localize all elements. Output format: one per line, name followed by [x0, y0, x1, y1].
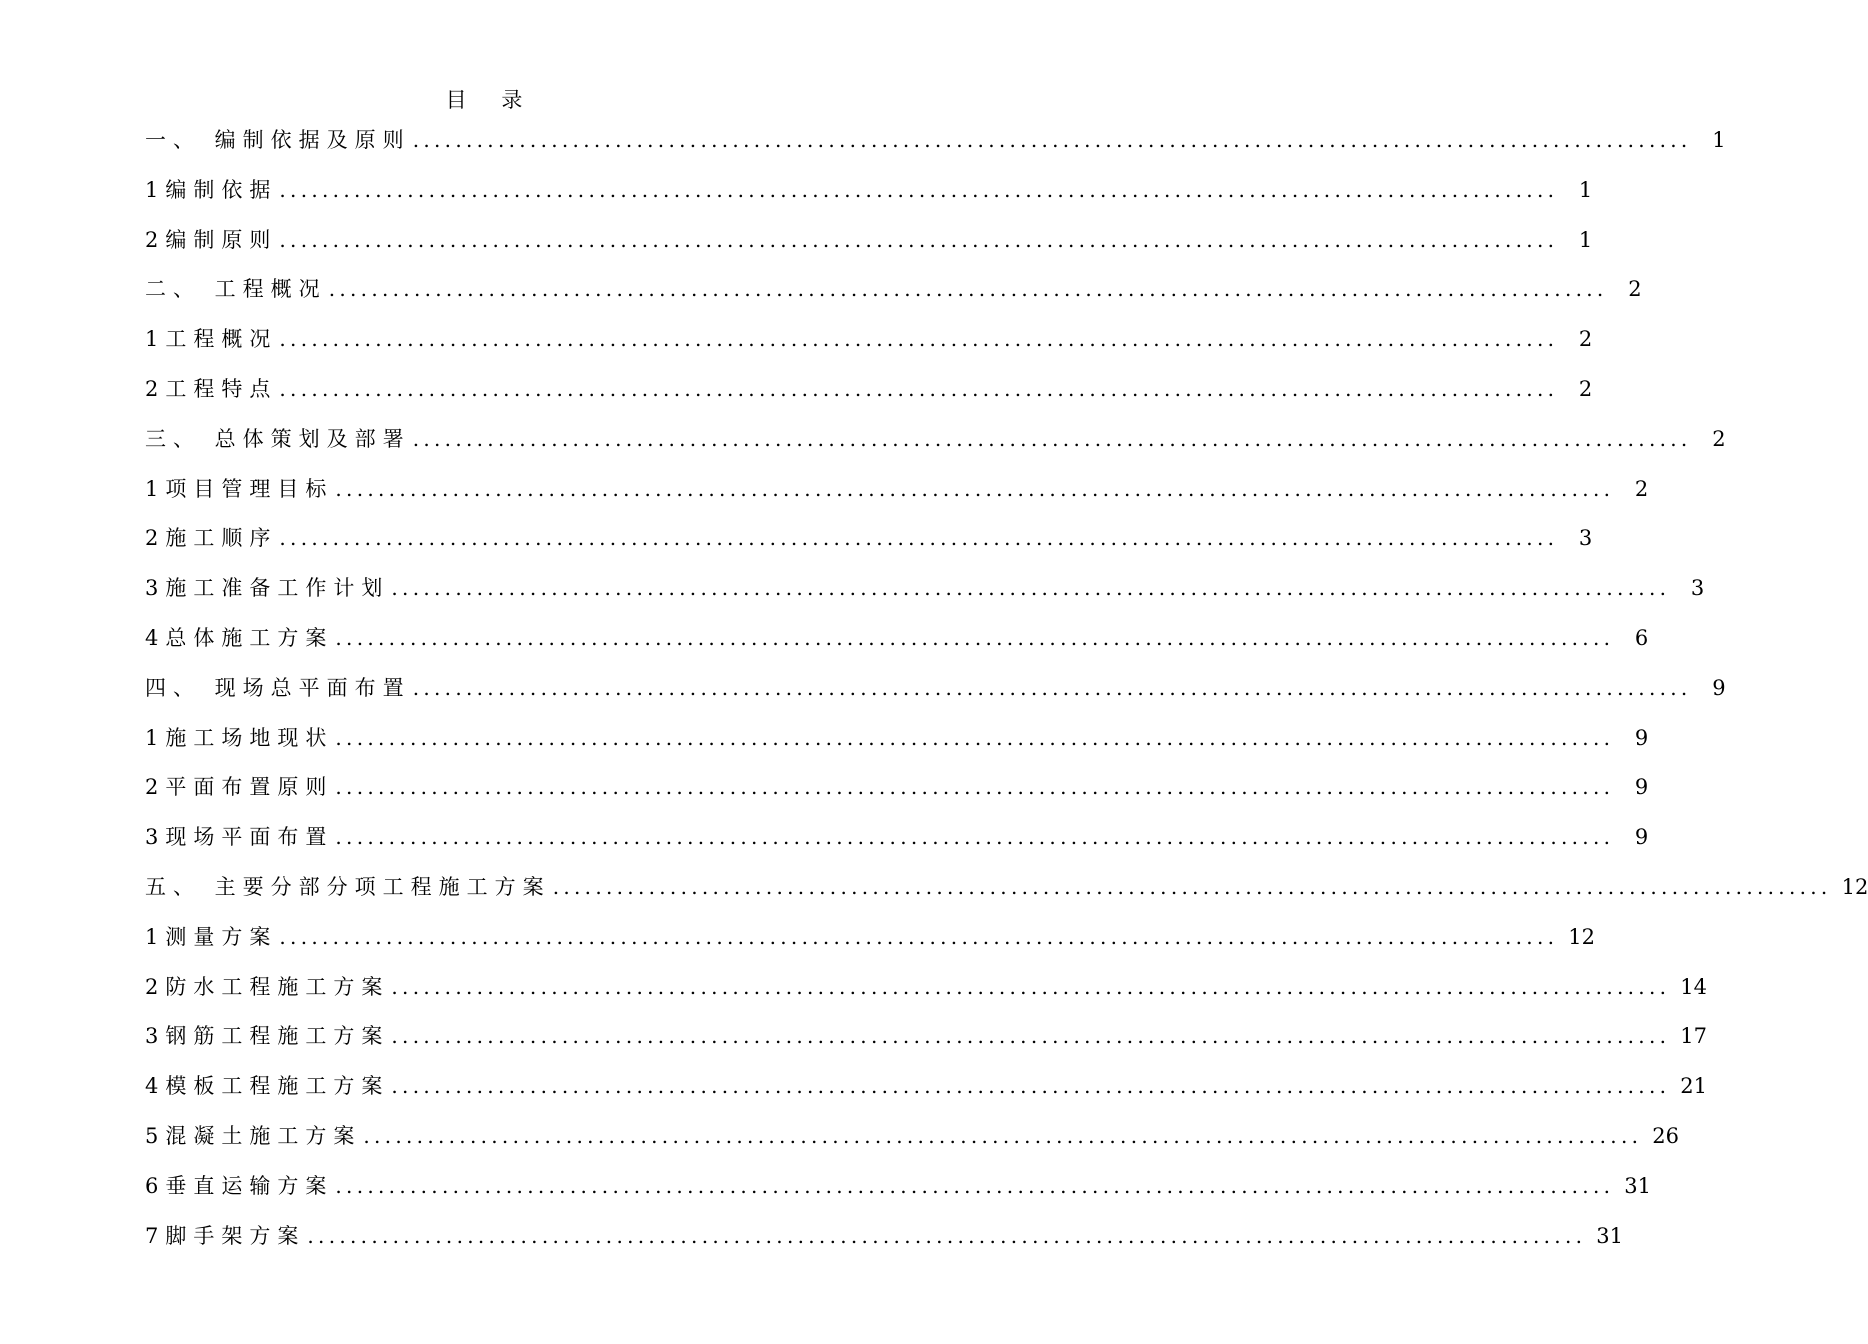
toc-leader-dots: ........................................................................................................................: [328, 277, 1608, 302]
toc-entry[interactable]: [145, 415, 1726, 465]
toc-entry[interactable]: [145, 714, 1649, 764]
toc-entry-page-number: 1: [1578, 227, 1593, 252]
toc-leader-dots: ........................................................................................................................: [412, 675, 1692, 700]
toc-leader-dots: ........................................................................................................................: [335, 775, 1615, 800]
toc-entry[interactable]: [145, 1212, 1623, 1262]
toc-list: [145, 116, 1868, 1261]
toc-entry-label: 3现场平面布置: [145, 825, 334, 850]
toc-entry-label: 三、 总体策划及部署: [145, 426, 411, 451]
toc-entry-label: 1施工场地现状: [145, 725, 334, 750]
toc-entry[interactable]: [145, 913, 1595, 963]
toc-leader-dots: ........................................................................................................................: [391, 1074, 1671, 1099]
toc-entry[interactable]: [145, 763, 1649, 813]
toc-leader-dots: ........................................................................................................................: [412, 128, 1692, 152]
toc-entry-page-number: 31: [1596, 1223, 1623, 1248]
toc-entry-label: 4总体施工方案: [145, 625, 334, 650]
toc-entry-page-number: 3: [1690, 576, 1705, 601]
toc-entry-label: 1项目管理目标: [145, 476, 334, 501]
toc-entry[interactable]: [145, 315, 1593, 365]
toc-entry-page-number: 2: [1578, 376, 1593, 401]
toc-entry-label: 2防水工程施工方案: [145, 974, 390, 999]
toc-entry-label: 二、 工程概况: [145, 277, 327, 302]
toc-entry[interactable]: [145, 614, 1649, 664]
toc-entry[interactable]: [145, 216, 1593, 266]
toc-entry-page-number: 2: [1578, 327, 1593, 352]
toc-leader-dots: ........................................................................................................................: [279, 376, 1559, 401]
toc-entry-label: 2工程特点: [145, 376, 278, 401]
toc-entry[interactable]: [145, 963, 1707, 1013]
toc-leader-dots: ........................................................................................................................: [279, 227, 1559, 252]
toc-entry-label: 四、 现场总平面布置: [145, 675, 411, 700]
toc-leader-dots: ........................................................................................................................: [391, 974, 1671, 999]
toc-leader-dots: ........................................................................................................................: [279, 177, 1559, 202]
toc-entry[interactable]: [145, 1162, 1651, 1212]
toc-entry-label: 1编制依据: [145, 177, 278, 202]
toc-entry-page-number: 9: [1634, 825, 1649, 850]
toc-entry-page-number: 3: [1578, 526, 1593, 551]
toc-entry-label: 1测量方案: [145, 924, 278, 949]
toc-entry[interactable]: [145, 863, 1868, 913]
toc-leader-dots: ........................................................................................................................: [335, 1173, 1615, 1198]
toc-entry[interactable]: [145, 564, 1705, 614]
toc-leader-dots: ........................................................................................................................: [307, 1223, 1587, 1248]
toc-entry-page-number: 6: [1634, 625, 1649, 650]
toc-leader-dots: ........................................................................................................................: [335, 476, 1615, 501]
toc-entry[interactable]: [145, 514, 1593, 564]
toc-entry[interactable]: [145, 265, 1642, 315]
toc-entry-label: 5混凝土施工方案: [145, 1123, 362, 1148]
toc-leader-dots: ........................................................................................................................: [335, 625, 1615, 650]
toc-leader-dots: ........................................................................................................................: [363, 1123, 1643, 1148]
toc-entry[interactable]: [145, 664, 1726, 714]
toc-entry-label: 6垂直运输方案: [145, 1173, 334, 1198]
toc-entry-page-number: 17: [1680, 1024, 1707, 1049]
toc-entry[interactable]: [145, 116, 1726, 166]
toc-entry-page-number: 2: [1712, 426, 1726, 451]
toc-entry[interactable]: [145, 465, 1649, 515]
toc-leader-dots: ........................................................................................................................: [279, 924, 1559, 949]
toc-entry-page-number: 2: [1634, 476, 1649, 501]
toc-entry-label: 7脚手架方案: [145, 1223, 306, 1248]
toc-entry-label: 4模板工程施工方案: [145, 1074, 390, 1099]
toc-entry-label: 3施工准备工作计划: [145, 576, 390, 601]
toc-entry-label: 一、 编制依据及原则: [145, 128, 411, 152]
toc-leader-dots: ........................................................................................................................: [391, 1024, 1671, 1049]
toc-entry-page-number: 9: [1712, 675, 1726, 700]
toc-entry-page-number: 9: [1634, 725, 1649, 750]
toc-entry-page-number: 12: [1841, 874, 1868, 899]
toc-entry-page-number: 31: [1624, 1173, 1651, 1198]
toc-entry-label: 五、 主要分部分项工程施工方案: [145, 874, 551, 899]
toc-entry[interactable]: [145, 1012, 1707, 1062]
toc-entry[interactable]: [145, 813, 1649, 863]
toc-entry-page-number: 1: [1578, 177, 1593, 202]
toc-entry-page-number: 26: [1652, 1123, 1679, 1148]
toc-title: 目 录: [445, 88, 537, 112]
toc-entry-label: 3钢筋工程施工方案: [145, 1024, 390, 1049]
toc-entry-label: 1工程概况: [145, 327, 278, 352]
toc-leader-dots: ........................................................................................................................: [335, 825, 1615, 850]
toc-entry-page-number: 14: [1680, 974, 1707, 999]
toc-leader-dots: ........................................................................................................................: [552, 874, 1832, 899]
toc-entry-page-number: 9: [1634, 775, 1649, 800]
toc-entry-label: 2编制原则: [145, 227, 278, 252]
toc-entry[interactable]: [145, 365, 1593, 415]
toc-entry-label: 2施工顺序: [145, 526, 278, 551]
toc-leader-dots: ........................................................................................................................: [412, 426, 1692, 451]
toc-entry-page-number: 1: [1712, 128, 1726, 152]
toc-leader-dots: ........................................................................................................................: [391, 576, 1671, 601]
toc-entry-page-number: 12: [1568, 924, 1595, 949]
toc-leader-dots: ........................................................................................................................: [279, 526, 1559, 551]
toc-entry[interactable]: [145, 1112, 1679, 1162]
toc-entry-label: 2平面布置原则: [145, 775, 334, 800]
toc-leader-dots: ........................................................................................................................: [279, 327, 1559, 352]
toc-entry-page-number: 21: [1680, 1074, 1707, 1099]
toc-entry[interactable]: [145, 166, 1593, 216]
toc-leader-dots: ........................................................................................................................: [335, 725, 1615, 750]
toc-entry-page-number: 2: [1628, 277, 1642, 302]
toc-entry[interactable]: [145, 1062, 1707, 1112]
